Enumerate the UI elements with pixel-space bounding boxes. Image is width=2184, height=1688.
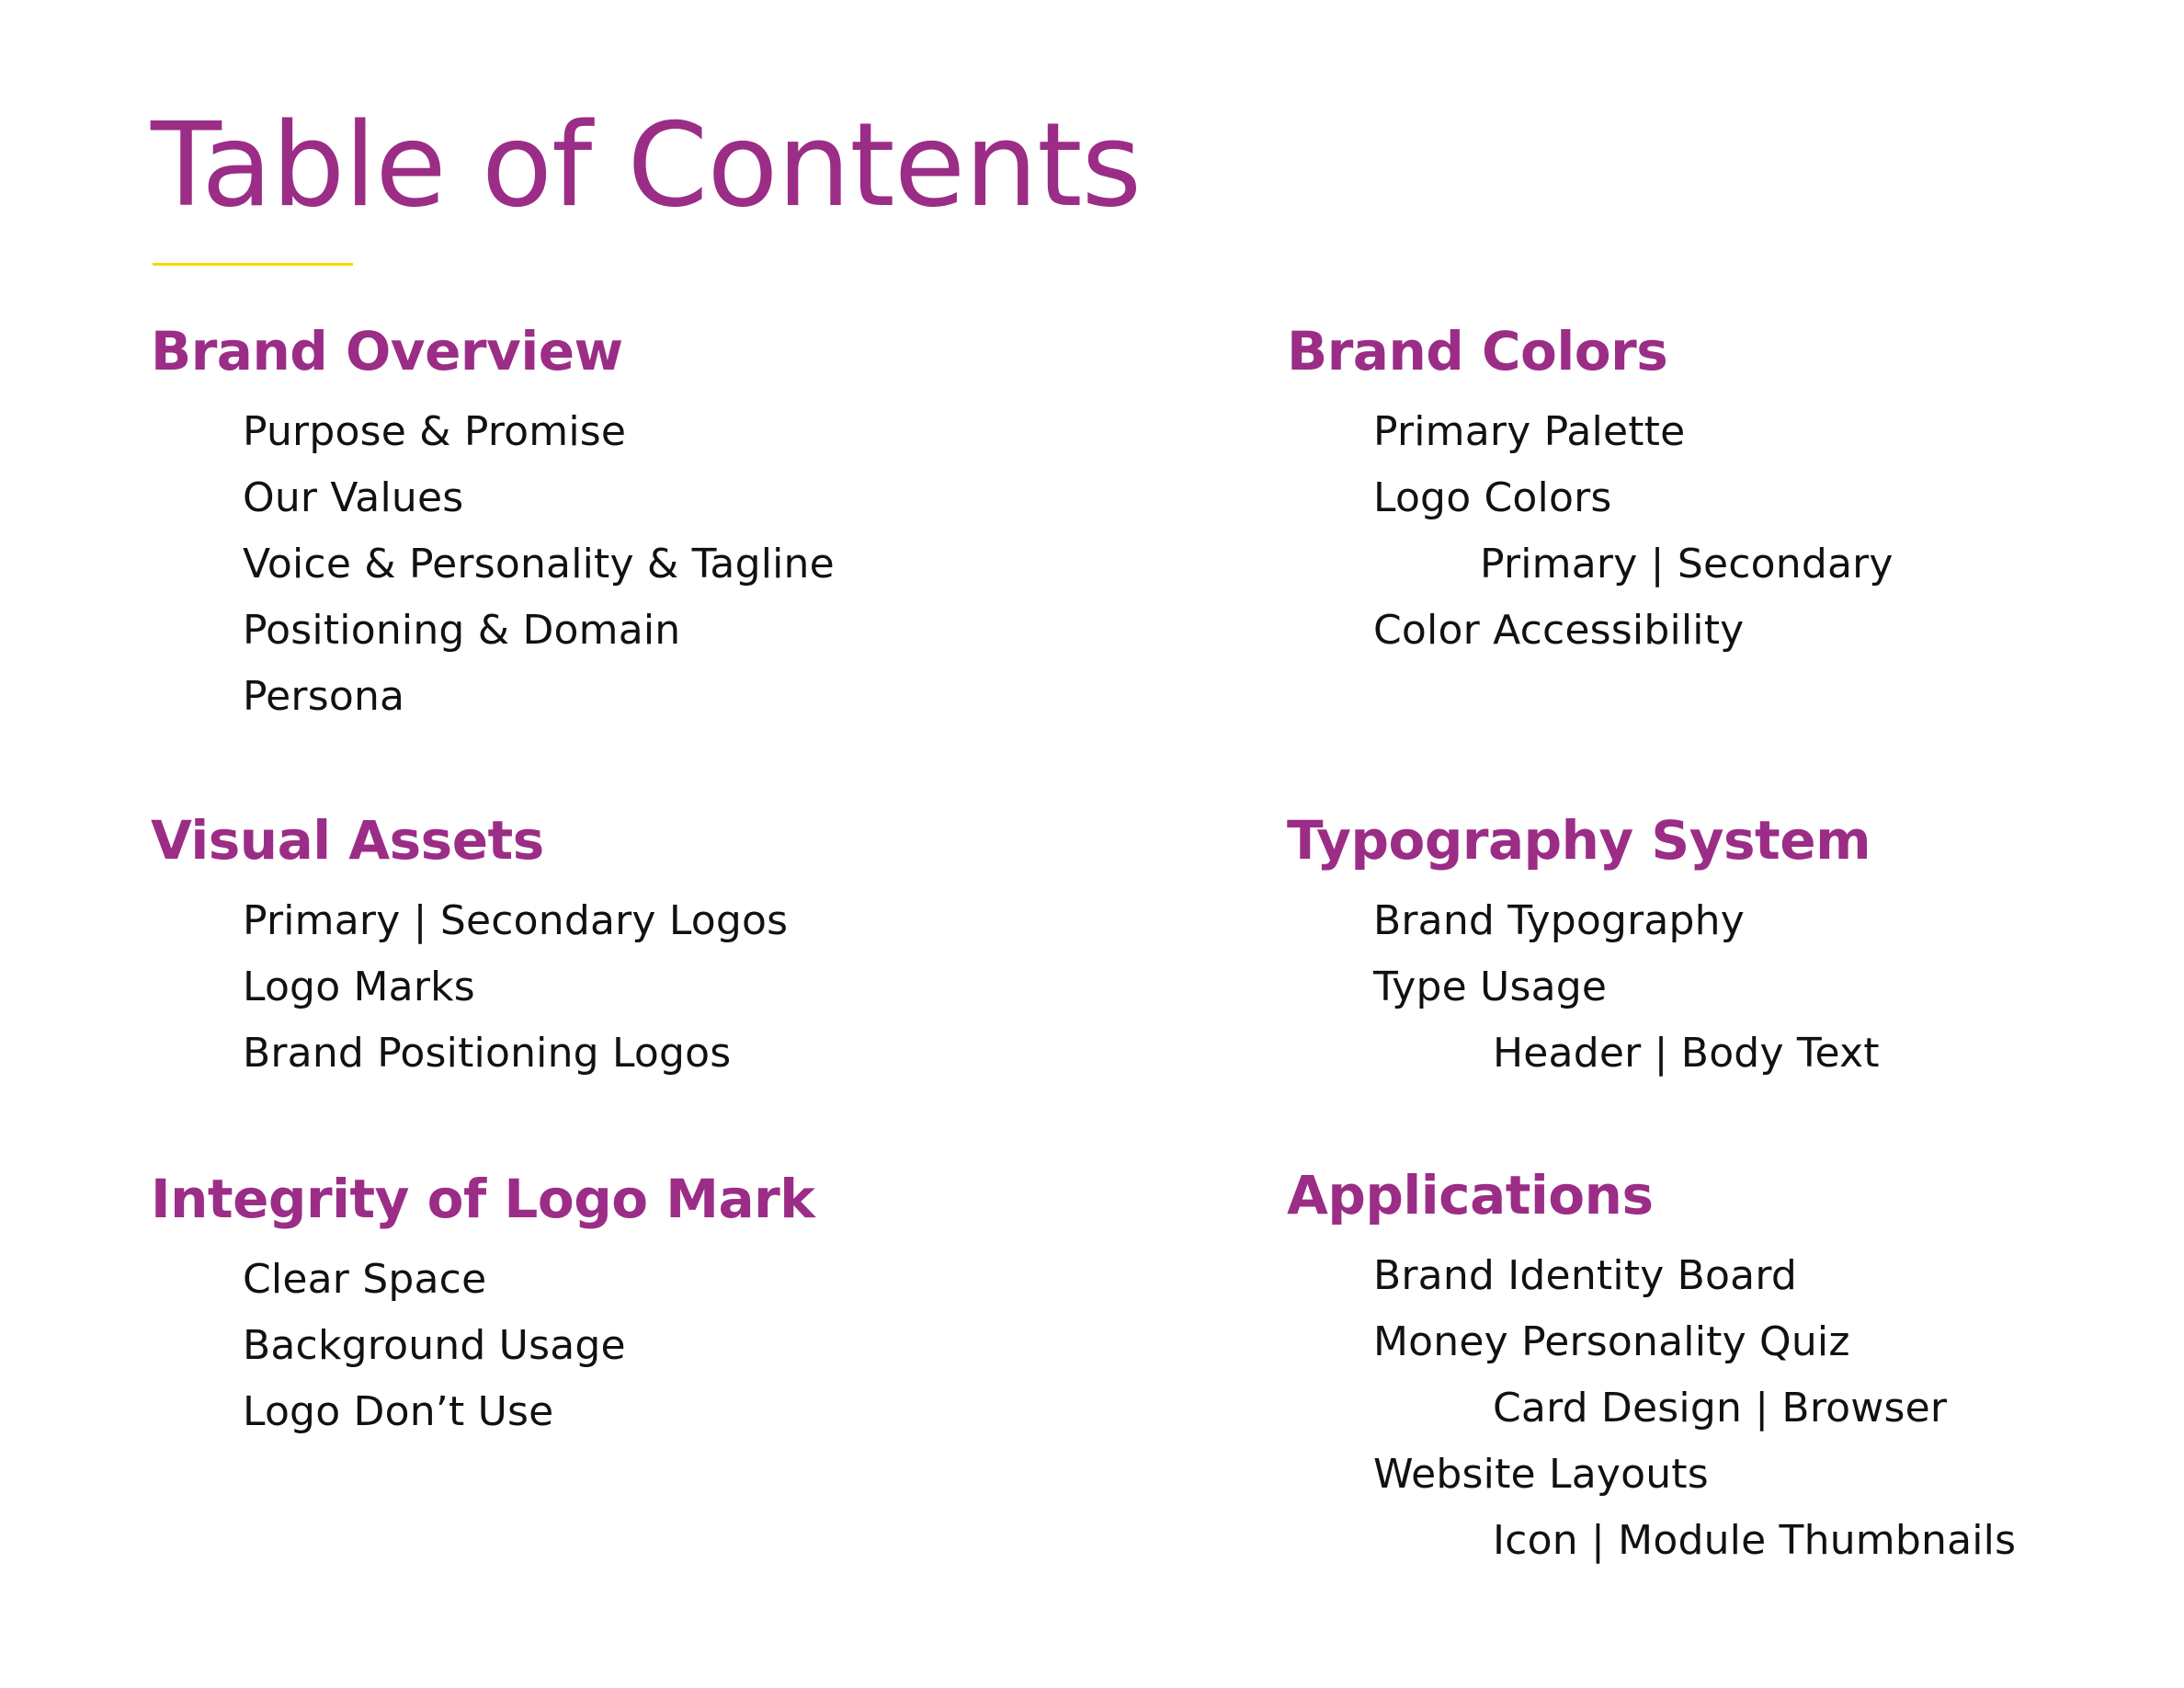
toc-item-website-layouts: Website Layouts — [1373, 1451, 1709, 1498]
toc-item-voice-personality-tagline: Voice & Personality & Tagline — [243, 541, 835, 587]
toc-item-logo-marks: Logo Marks — [243, 964, 475, 1010]
toc-item-background-usage: Background Usage — [243, 1322, 626, 1369]
section-heading-typography-system: Typography System — [1287, 809, 1871, 872]
toc-item-brand-positioning-logos: Brand Positioning Logos — [243, 1030, 732, 1077]
section-items-brand-colors — [1287, 399, 2184, 664]
toc-item-purpose-promise: Purpose & Promise — [243, 408, 627, 455]
section-heading-integrity-of-logo-mark: Integrity of Logo Mark — [151, 1168, 815, 1230]
section-visual-assets — [151, 805, 1070, 1087]
section-items-applications — [1287, 1243, 2184, 1574]
toc-item-logo-colors: Logo Colors — [1373, 474, 1612, 521]
toc-item-clear-space: Clear Space — [243, 1256, 487, 1303]
toc-subitem-header-body-text: Header | Body Text — [1493, 1030, 1880, 1077]
toc-subitem-card-design-browser: Card Design | Browser — [1493, 1385, 1948, 1431]
section-applications — [1287, 1160, 2184, 1574]
section-heading-brand-colors: Brand Colors — [1287, 320, 1668, 382]
page-title: Table of Contents — [151, 97, 1142, 233]
section-heading-brand-overview: Brand Overview — [151, 320, 623, 382]
toc-item-primary-palette: Primary Palette — [1373, 408, 1686, 455]
title-accent-rule — [153, 263, 353, 266]
toc-item-primary-secondary-logos: Primary | Secondary Logos — [243, 897, 789, 944]
toc-item-type-usage: Type Usage — [1373, 964, 1608, 1010]
toc-subitem-icon-module-thumbnails: Icon | Module Thumbnails — [1493, 1517, 2017, 1564]
section-items-typography-system — [1287, 888, 2184, 1087]
toc-item-brand-typography: Brand Typography — [1373, 897, 1745, 944]
toc-item-our-values: Our Values — [243, 474, 464, 521]
section-heading-visual-assets: Visual Assets — [151, 809, 544, 872]
toc-item-brand-identity-board: Brand Identity Board — [1373, 1252, 1797, 1299]
section-items-integrity-of-logo-mark — [151, 1247, 1070, 1445]
toc-item-money-personality-quiz: Money Personality Quiz — [1373, 1318, 1850, 1365]
toc-item-color-accessibility: Color Accessibility — [1373, 607, 1745, 654]
section-heading-applications: Applications — [1287, 1164, 1654, 1226]
toc-item-logo-dont-use: Logo Don’t Use — [243, 1388, 554, 1435]
section-items-brand-overview — [151, 399, 1070, 730]
toc-item-positioning-domain: Positioning & Domain — [243, 607, 681, 654]
toc-item-persona: Persona — [243, 673, 405, 720]
section-items-visual-assets — [151, 888, 1070, 1087]
toc-subitem-primary-secondary: Primary | Secondary — [1480, 541, 1894, 587]
section-brand-overview — [151, 316, 1070, 730]
section-typography-system — [1287, 805, 2184, 1087]
section-brand-colors — [1287, 316, 2184, 664]
section-integrity-of-logo-mark — [151, 1164, 1070, 1445]
